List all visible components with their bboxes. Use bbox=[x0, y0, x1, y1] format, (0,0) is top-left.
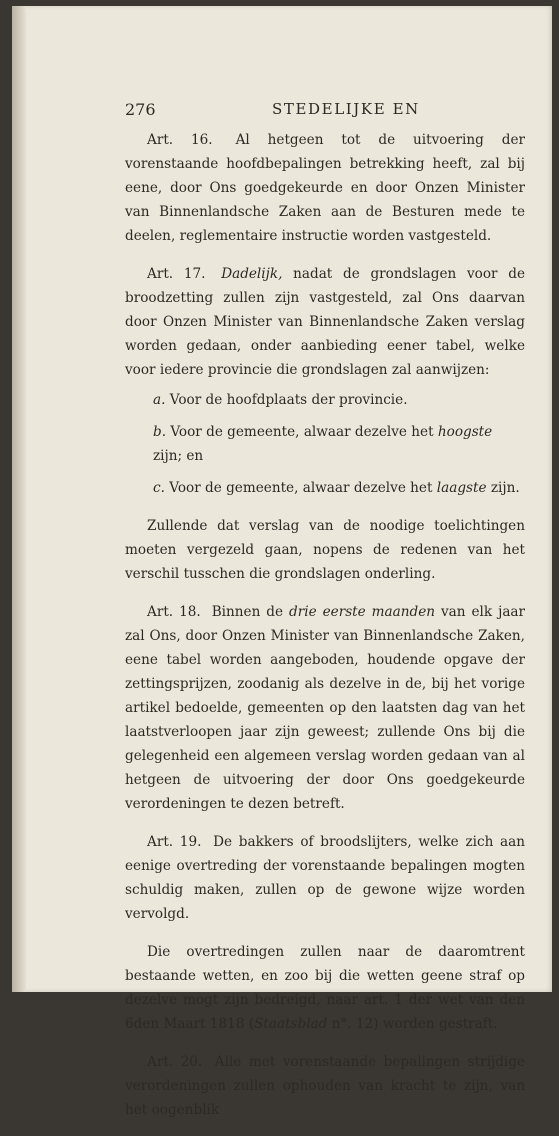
page-text-block bbox=[125, 96, 525, 1136]
page-number: 276 bbox=[125, 100, 156, 119]
article-18 bbox=[125, 600, 525, 816]
paragraph-text: n°. 12) worden gestraft. bbox=[331, 1016, 498, 1032]
list-text: Voor de gemeente, alwaar dezelve het bbox=[170, 424, 434, 440]
list-item-a bbox=[125, 388, 525, 412]
article-text: De bakkers of broodslijters, welke zich aan eenige overtreding der vorenstaande bepalingen mogten schuldig maken, zullen op de gewone wijze worden vervolgd. bbox=[125, 834, 525, 922]
page-header bbox=[125, 96, 525, 122]
article-17 bbox=[125, 262, 525, 382]
article-emphasis: drie eerste maanden bbox=[289, 604, 436, 620]
article-text: nadat de grondslagen voor de broodzetting zullen zijn vastgesteld, zal Ons daarvan door Onzen Minister van Binnenlandsche Zaken verslag worden gedaan, onder aanbieding eener tabel, welke voor iedere provincie die grondslagen zal aanwijzen: bbox=[125, 266, 525, 378]
page-gutter bbox=[12, 6, 26, 992]
article-label: Art. 20. bbox=[147, 1054, 203, 1070]
article-16 bbox=[125, 128, 525, 248]
article-label: Art. 16. bbox=[147, 132, 213, 148]
list-text: zijn. bbox=[490, 480, 520, 496]
list-label: b. bbox=[153, 424, 167, 440]
list-item-b bbox=[125, 420, 525, 468]
article-text: Al hetgeen tot de uitvoering der vorenstaande hoofdbepalingen betrekking heeft, zal bij eene, door Ons goedgekeurde en door Onzen Minister van Binnenlandsche Zaken aan de Besturen mede te deelen, reglementaire instructie worden vastgesteld. bbox=[125, 132, 525, 244]
paragraph-offences bbox=[125, 940, 525, 1036]
list-item-c bbox=[125, 476, 525, 500]
article-19 bbox=[125, 830, 525, 926]
book-page bbox=[12, 6, 552, 1118]
list-label: c. bbox=[153, 480, 165, 496]
article-text: van elk jaar zal Ons, door Onzen Minister van Binnenlandsche Zaken, eene tabel worden aangeboden, houdende opgave der zettingsprijzen, zoodanig als dezelve in de, bij het vorige artikel bedoelde, gemeenten op den laatsten dag van het laatstverloopen jaar zijn geweest; zullende Ons bij die gelegenheid een algemeen verslag worden gedaan van al hetgeen de uitvoering der door Ons goedgekeurde verordeningen te dezen betreft. bbox=[125, 604, 526, 812]
paragraph-explanation: Zullende dat verslag van de noodige toelichtingen moeten vergezeld gaan, nopens de redenen van het verschil tusschen die grondslagen onderling. bbox=[125, 518, 525, 582]
article-text: Binnen de bbox=[211, 604, 284, 620]
article-text: Alle met vorenstaande bepalingen strijdige verordeningen zullen ophouden van kracht te zijn, van het oogenblik bbox=[125, 1054, 525, 1118]
article-emphasis: Dadelijk, bbox=[221, 266, 283, 282]
paragraph-emphasis: Staatsblad bbox=[254, 1016, 328, 1032]
article-label: Art. 17. bbox=[147, 266, 206, 282]
list-label: a. bbox=[153, 392, 166, 408]
article-20 bbox=[125, 1050, 525, 1122]
list-emphasis: laagste bbox=[436, 480, 487, 496]
list-text: zijn; en bbox=[153, 448, 204, 464]
paragraph-text: Die overtredingen zullen naar de daaromtrent bestaande wetten, en zoo bij die wetten geene straf op dezelve mogt zijn bedreigd, naar art. 1 der wet van den 6den Maart 1818 ( bbox=[125, 944, 525, 1032]
list-text: Voor de hoofdplaats der provincie. bbox=[169, 392, 408, 408]
article-label: Art. 18. bbox=[147, 604, 201, 620]
list-emphasis: hoogste bbox=[437, 424, 493, 440]
article-label: Art. 19. bbox=[147, 834, 202, 850]
list-text: Voor de gemeente, alwaar dezelve het bbox=[169, 480, 433, 496]
running-head: STEDELIJKE EN bbox=[272, 100, 420, 118]
